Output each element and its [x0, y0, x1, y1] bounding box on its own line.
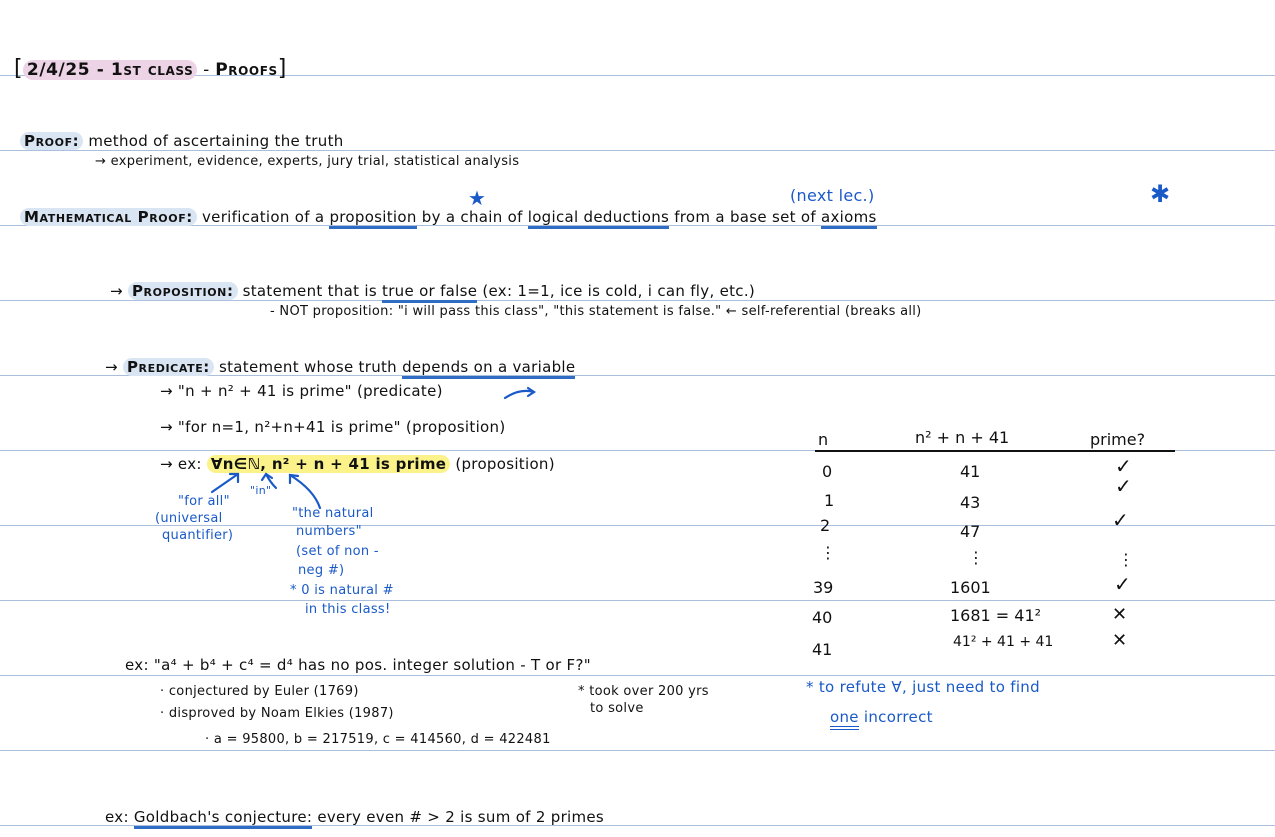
forall-statement-highlight: ∀n∈ℕ, n² + n + 41 is prime [207, 455, 450, 473]
cell-value: 1681 = 41² [950, 606, 1042, 625]
x-mark-icon: ✕ [1112, 630, 1128, 651]
incorrect-text: incorrect [863, 708, 933, 726]
cell-value: 41 [960, 462, 981, 481]
cell-value: 43 [960, 493, 981, 512]
bracket-open: [ [14, 56, 23, 81]
one-double-underlined: one [830, 708, 859, 730]
annotation-quantifier: quantifier) [162, 528, 234, 543]
goldbach-term-underlined: Goldbach's conjecture: [134, 808, 312, 829]
arrow-icon: → [110, 282, 123, 300]
proposition-term: Proposition: [128, 282, 238, 300]
cell-n: 1 [824, 491, 835, 510]
goldbach-statement: every even # > 2 is sum of 2 primes [317, 808, 605, 826]
example-prefix: → ex: [160, 455, 202, 473]
annotation-natural-1: "the natural [292, 506, 374, 521]
axioms-underlined: axioms [821, 208, 877, 229]
example-suffix: (proposition) [455, 455, 555, 473]
annotation-universal: (universal [155, 511, 223, 526]
math-proof-mid: by a chain of [421, 208, 523, 226]
annotation-natural-2: numbers" [296, 524, 362, 539]
cell-value: ⋮ [968, 548, 984, 567]
example-prefix: ex: [125, 656, 149, 674]
refute-note-line-1: * to refute ∀, just need to find [806, 678, 1040, 696]
depends-on-variable-underlined: depends on a variable [402, 358, 575, 379]
math-proof-term: Mathematical Proof: [20, 208, 197, 226]
annotation-zero-natural-1: * 0 is natural # [290, 583, 394, 598]
math-proof-post: from a base set of [674, 208, 816, 226]
annotation-zero-natural-2: in this class! [305, 602, 391, 617]
proposition-pre: statement that is [242, 282, 377, 300]
goldbach-example [105, 808, 604, 826]
example-prefix: ex: [105, 808, 129, 826]
cell-value: 41² + 41 + 41 [953, 634, 1054, 650]
refute-note-line-2 [830, 708, 933, 726]
table-header-underline [815, 450, 1175, 452]
cell-n: 39 [813, 578, 834, 597]
cell-value: 47 [960, 522, 981, 541]
proposition-examples: (ex: 1=1, ice is cold, i can fly, etc.) [482, 282, 756, 300]
asterisk-icon: ✱ [1150, 180, 1171, 208]
proof-examples: → experiment, evidence, experts, jury trial, statistical analysis [95, 154, 520, 169]
checkmark-icon: ✓ [1114, 572, 1131, 596]
predicate-term: Predicate: [123, 358, 214, 376]
cell-n: ⋮ [820, 543, 836, 562]
annotation-in: "in" [250, 484, 272, 497]
true-or-false-underlined: true or false [382, 282, 477, 303]
next-lecture-note: (next lec.) [790, 186, 875, 205]
not-proposition-note: - NOT proposition: "i will pass this class", "this statement is false." ← self-referential (breaks all) [270, 304, 922, 319]
title-date-class: 2/4/25 - 1st class [23, 60, 198, 80]
cell-n: 2 [820, 516, 831, 535]
proof-text: method of ascertaining the truth [88, 132, 344, 150]
euler-solution: · a = 95800, b = 217519, c = 414560, d = 422481 [205, 732, 551, 747]
checkmark-icon: ✓ [1112, 508, 1129, 532]
table-header-prime: prime? [1090, 430, 1146, 449]
cell-n: 40 [812, 608, 833, 627]
checkmark-icon: ✓ [1115, 454, 1132, 478]
euler-disproved: · disproved by Noam Elkies (1987) [160, 706, 394, 721]
logical-deductions-underlined: logical deductions [528, 208, 669, 229]
cell-n: 41 [812, 640, 833, 659]
cell-prime: ⋮ [1118, 550, 1134, 569]
euler-conjectured: · conjectured by Euler (1769) [160, 684, 359, 699]
title-topic: Proofs [215, 60, 278, 80]
cell-value: 1601 [950, 578, 991, 597]
predicate-example-1: → "n + n² + 41 is prime" (predicate) [160, 382, 443, 400]
cell-n: 0 [822, 462, 833, 481]
proposition-underlined: proposition [329, 208, 416, 229]
predicate-pre: statement whose truth [218, 358, 397, 376]
bracket-close: ] [277, 56, 287, 81]
predicate-example-2: → "for n=1, n²+n+41 is prime" (proposition) [160, 418, 506, 436]
x-mark-icon: ✕ [1112, 604, 1128, 625]
title-separator: - [197, 60, 216, 80]
table-header-n: n [818, 430, 829, 449]
star-icon: ★ [468, 186, 486, 210]
euler-example [125, 656, 591, 674]
annotation-natural-3: (set of non - [296, 544, 379, 559]
math-proof-pre: verification of a [202, 208, 325, 226]
proof-term: Proof: [20, 132, 83, 150]
euler-note-1: * took over 200 yrs [578, 684, 709, 699]
table-header-value: n² + n + 41 [915, 428, 1010, 447]
checkmark-icon: ✓ [1115, 474, 1132, 498]
arrow-icon: → [105, 358, 118, 376]
annotation-for-all: "for all" [178, 494, 230, 509]
annotation-natural-4: neg #) [298, 563, 345, 578]
euler-note-2: to solve [590, 701, 644, 716]
euler-statement: "a⁴ + b⁴ + c⁴ = d⁴ has no pos. integer solution - T or F?" [153, 656, 591, 674]
